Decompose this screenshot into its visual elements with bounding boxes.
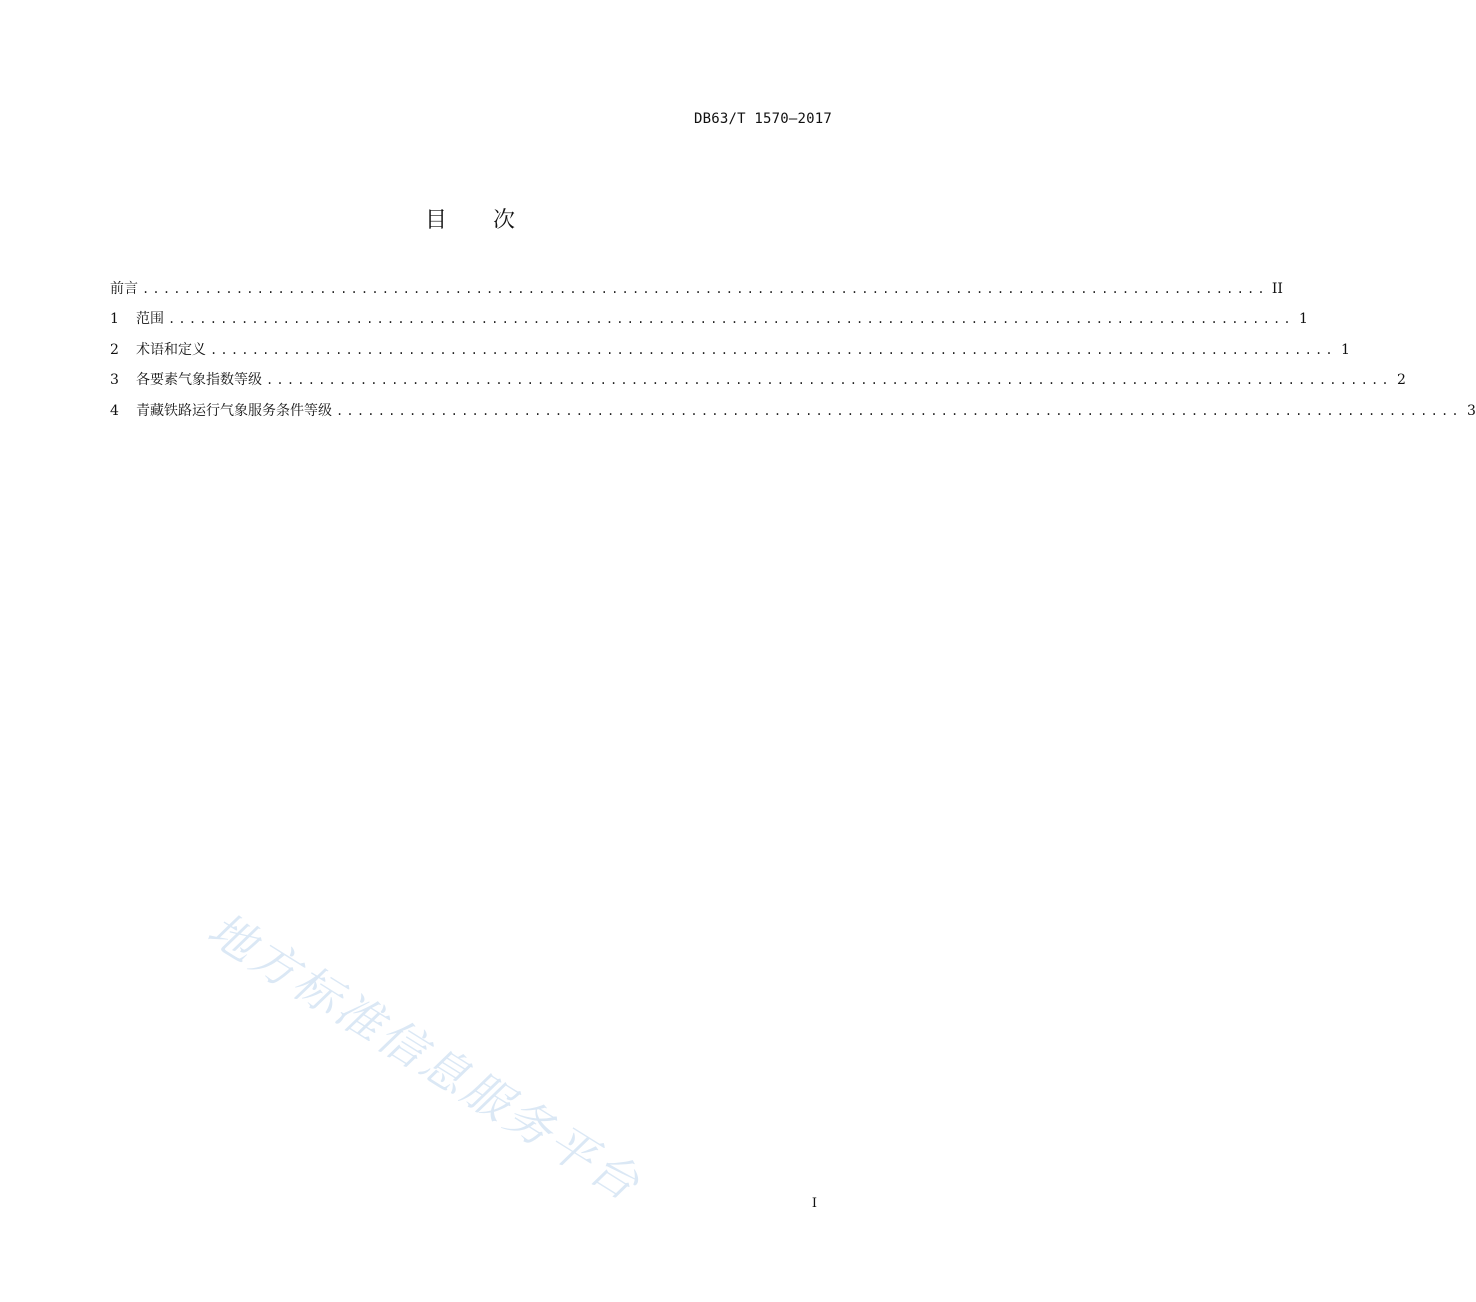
- toc-entry-page: II: [1271, 281, 1283, 297]
- toc-leader-dots: ............................................................................................................: [142, 282, 1268, 296]
- toc-entry-page: 3: [1466, 402, 1476, 419]
- toc-entry-page: 2: [1396, 372, 1406, 389]
- toc-list: [110, 279, 1476, 431]
- toc-entry-label: 术语和定义: [136, 341, 206, 358]
- toc-entry-railway-service[interactable]: [110, 401, 1476, 431]
- toc-entry-scope[interactable]: [110, 309, 1308, 339]
- toc-entry-number: 1: [110, 311, 119, 328]
- toc-title: [0, 203, 940, 234]
- watermark: 地方标准信息服务平台: [198, 901, 652, 1213]
- toc-title-char-1: 目: [424, 208, 447, 233]
- toc-entry-weather-index[interactable]: [110, 370, 1406, 400]
- toc-entry-number: 3: [110, 372, 119, 389]
- toc-entry-foreword[interactable]: [110, 279, 1283, 309]
- toc-entry-number: 2: [110, 341, 119, 358]
- toc-entry-label: 范围: [136, 311, 164, 328]
- toc-leader-dots: ............................................................................................................: [266, 373, 1392, 388]
- page-number: I: [811, 1196, 817, 1211]
- toc-entry-page: 1: [1340, 341, 1350, 358]
- toc-title-char-2: 次: [493, 208, 516, 233]
- toc-leader-dots: ............................................................................................................: [168, 312, 1294, 327]
- document-code: DB63/T 1570—2017: [693, 111, 832, 127]
- toc-leader-dots: ............................................................................................................: [336, 403, 1462, 418]
- toc-entry-label: 各要素气象指数等级: [136, 372, 262, 389]
- toc-entry-number: 4: [110, 402, 119, 419]
- toc-leader-dots: ............................................................................................................: [210, 342, 1336, 357]
- toc-entry-terms[interactable]: [110, 340, 1350, 370]
- toc-entry-page: 1: [1298, 311, 1308, 328]
- toc-entry-label: 前言: [110, 281, 138, 297]
- toc-entry-label: 青藏铁路运行气象服务条件等级: [136, 402, 332, 419]
